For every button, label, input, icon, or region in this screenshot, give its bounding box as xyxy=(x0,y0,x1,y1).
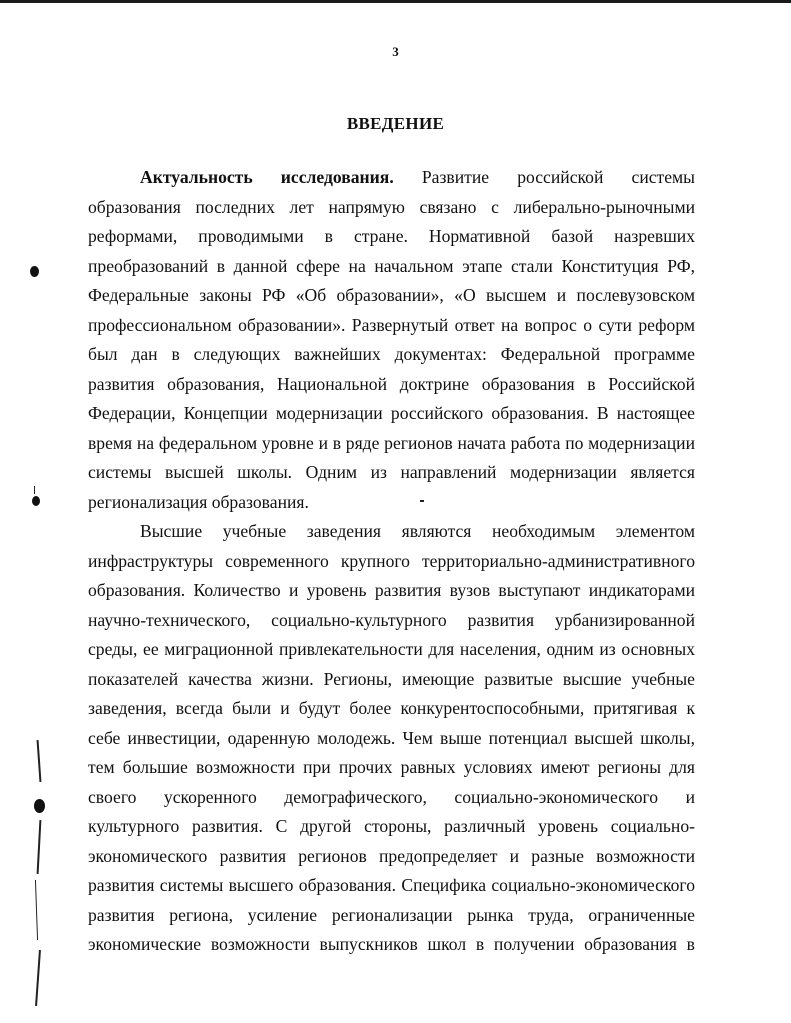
paragraph-2-line-8: себе инвестиции, одаренную молодежь. Чем выше потенциал высшей школы, xyxy=(88,727,695,748)
scan-hole-mark-2 xyxy=(32,496,40,506)
page-number: 3 xyxy=(392,44,399,59)
scan-hole-mark-3 xyxy=(34,799,45,813)
paragraph-2-line-1: Высшие учебные заведения являются необходимым элементом xyxy=(140,521,695,541)
paragraph-2-line-13: развития системы высшего образования. Специфика социально-экономического xyxy=(88,875,695,895)
paragraph-1-line-3: реформами, проводимыми в стране. Нормативной базой назревших xyxy=(88,226,695,246)
paragraph-1-line-10: время на федеральном уровне и в ряде регионов начата работа по модернизации xyxy=(88,432,695,453)
scan-edge-line-3 xyxy=(35,880,38,940)
paragraph-1-line-2: образования последних лет напрямую связано с либерально-рыночными xyxy=(88,196,695,217)
paragraph-2-line-15: экономические возможности выпускников школ в получении образования в xyxy=(88,934,695,954)
paragraph-2-line-7: заведения, всегда были и будут более конкурентоспособными, притягивая к xyxy=(88,698,695,718)
paragraph-1-line-7: был дан в следующих важнейших документах: Федеральной программе xyxy=(88,344,695,364)
paragraph-2-line-9: тем большие возможности при прочих равных условиях имеют регионы для xyxy=(88,757,695,777)
scan-speck-2 xyxy=(420,500,424,502)
paragraph-1-line-9: Федерации, Концепции модернизации российского образования. В настоящее xyxy=(88,403,695,423)
paragraph-2-line-11: культурного развития. С другой стороны, различный уровень социально- xyxy=(88,816,695,836)
paragraph-2-line-10: своего ускоренного демографического, социально-экономического и xyxy=(88,786,695,807)
scan-edge-line-2 xyxy=(37,820,42,874)
paragraph-1-line-4: преобразований в данной сфере на начальном этапе стали Конституция РФ, xyxy=(88,255,695,276)
paragraph-2-line-4: научно-технического, социально-культурного развития урбанизированной xyxy=(88,609,695,630)
lead-bold-text: Актуальность исследования. xyxy=(140,167,394,187)
paragraph-2-line-14: развития региона, усиление регионализации рынка труда, ограниченные xyxy=(88,904,695,925)
scan-edge-line-4 xyxy=(35,950,41,1006)
paragraph-1-line-1: Актуальность исследования. Развитие российской системы xyxy=(140,167,696,187)
scan-speck-1 xyxy=(34,486,35,494)
page-title: ВВЕДЕНИЕ xyxy=(346,114,445,133)
paragraph-1-line-11: системы высшей школы. Одним из направлений модернизации является xyxy=(88,462,695,482)
scan-hole-mark-1 xyxy=(30,266,39,277)
paragraph-2-line-12: экономического развития регионов предопределяет и разные возможности xyxy=(88,845,695,866)
paragraph-1-line-8: развития образования, Национальной доктрине образования в Российской xyxy=(88,373,695,394)
paragraph-1-line-6: профессиональном образовании». Развернутый ответ на вопрос о сути реформ xyxy=(88,314,695,335)
paragraph-2-line-6: показателей качества жизни. Регионы, имеющие развитые высшие учебные xyxy=(88,668,695,689)
paragraph-1-line-5: Федеральные законы РФ «Об образовании», «О высшем и послевузовском xyxy=(88,285,695,305)
paragraph-2-line-2: инфраструктуры современного крупного территориально-административного xyxy=(88,550,695,571)
scan-edge-line-1 xyxy=(37,740,42,782)
paragraph-2-line-5: среды, ее миграционной привлекательности для населения, одним из основных xyxy=(88,639,695,659)
paragraph-1-line-12: регионализация образования. xyxy=(88,491,309,512)
paragraph-2-line-3: образования. Количество и уровень развития вузов выступают индикаторами xyxy=(88,580,695,600)
scan-top-border xyxy=(0,0,791,3)
